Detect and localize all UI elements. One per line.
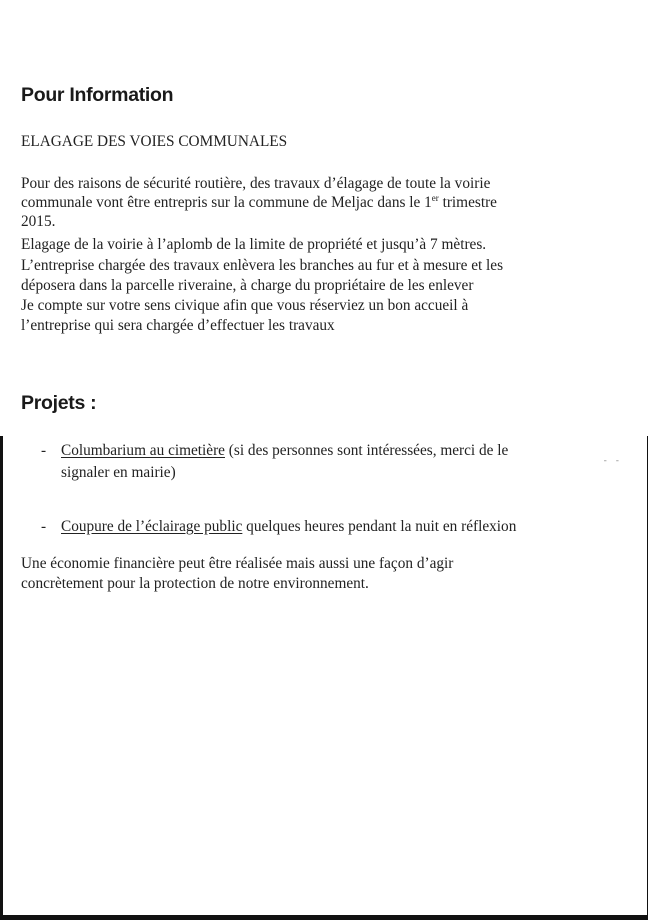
closing-line: concrètement pour la protection de notre environnement. bbox=[21, 575, 369, 592]
paragraph-line: Je compte sur votre sens civique afin que vous réserviez un bon accueil à bbox=[21, 297, 469, 314]
closing-line: Une économie financière peut être réalisée mais aussi une façon d’agir bbox=[21, 555, 454, 572]
projects-heading: Projets : bbox=[21, 392, 97, 414]
scan-specks: - - bbox=[603, 456, 622, 466]
bullet-dash: - bbox=[41, 442, 47, 459]
paragraph-line: Elagage de la voirie à l’aplomb de la limite de propriété et jusqu’à 7 mètres. bbox=[21, 236, 487, 253]
paragraph-line: L’entreprise chargée des travaux enlèvera les branches au fur et à mesure et les bbox=[21, 257, 504, 274]
bullet-item-columbarium bbox=[61, 441, 508, 460]
bullet-text: (si des personnes sont intéressées, merci de le bbox=[224, 442, 509, 459]
paragraph-line: 2015. bbox=[21, 213, 56, 230]
paragraph-line: l’entreprise qui sera chargée d’effectuer les travaux bbox=[21, 317, 335, 334]
paragraph-line: Pour des raisons de sécurité routière, des travaux d’élagage de toute la voirie bbox=[21, 175, 491, 192]
paragraph-line: déposera dans la parcelle riveraine, à charge du propriétaire de les enlever bbox=[21, 277, 474, 294]
paragraph-line bbox=[21, 193, 497, 212]
info-subtitle: ELAGAGE DES VOIES COMMUNALES bbox=[21, 133, 288, 150]
bullet-continuation: signaler en mairie) bbox=[61, 464, 176, 481]
bullet-dash: - bbox=[41, 518, 47, 535]
paragraph-text: trimestre bbox=[438, 194, 497, 211]
bullet-text: quelques heures pendant la nuit en réflexion bbox=[242, 518, 517, 535]
bullet-item-eclairage bbox=[61, 517, 516, 536]
bullet-underlined-text: Coupure de l’éclairage public bbox=[61, 518, 243, 535]
bullet-underlined-text: Columbarium au cimetière bbox=[61, 442, 225, 459]
info-heading: Pour Information bbox=[21, 84, 174, 106]
content-frame bbox=[0, 436, 648, 920]
paragraph-text: communale vont être entrepris sur la commune de Meljac dans le 1 bbox=[21, 194, 432, 211]
ordinal-superscript: er bbox=[431, 193, 439, 203]
